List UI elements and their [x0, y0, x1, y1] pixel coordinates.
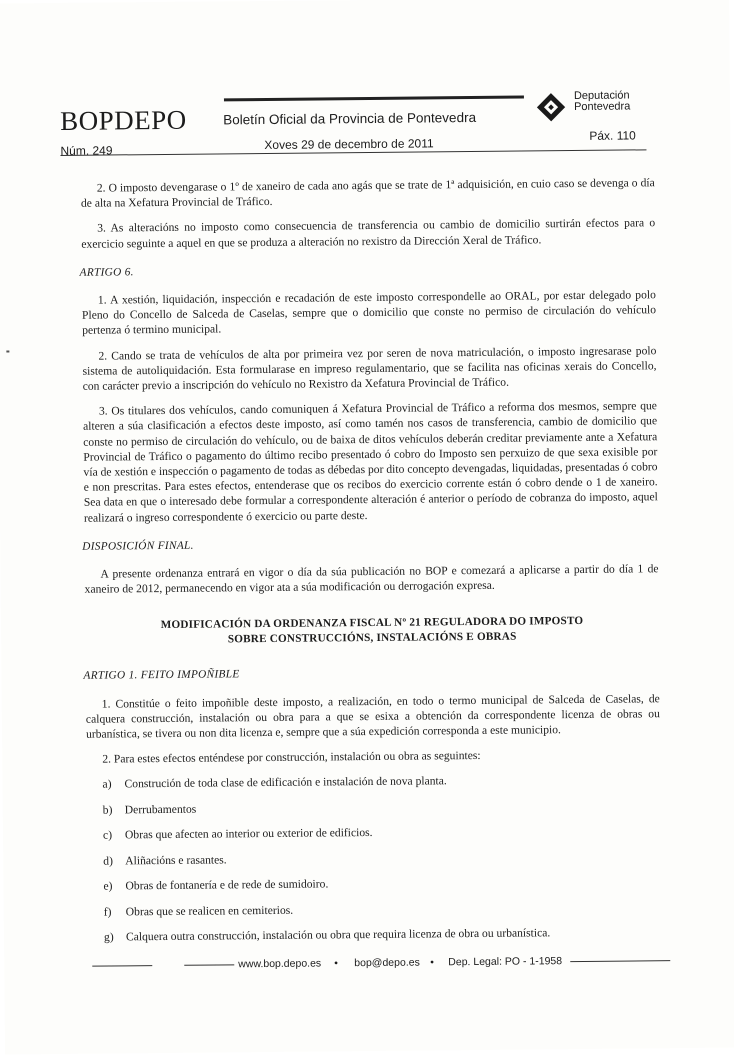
scan-mark	[6, 350, 9, 352]
list-item-text: Calquera outra construcción, instalación ou obra que requira licenza de obra ou urbanística.	[125, 926, 551, 944]
list-item-text: Construción de toda clase de edificación e instalación de nova planta.	[124, 774, 447, 791]
issuer-line-2: Pontevedra	[573, 100, 631, 114]
publication-name: Boletín Oficial da Provincia de Pontevedra	[223, 109, 477, 128]
title-line-2: SOBRE CONSTRUCCIÓNS, INSTALACIÓNS E OBRAS	[227, 631, 517, 646]
issue-number: Núm. 249	[60, 143, 113, 158]
document-body	[81, 175, 662, 955]
section-heading: DISPOSICIÓN FINAL.	[82, 539, 194, 553]
paragraph: 1. Constitúe o feito impoñible deste imposto, a realización, en todo o termo municipal de Salceda de Caselas, de calquera construcción, instalación ou obra para a que se esixa a obtención da correspondente licenza de obras ou urbanística, se tivera ou non dita licenza e, sempre que a súa expedición corresponda a este municipio.	[85, 691, 660, 741]
list-marker: a)	[102, 777, 112, 792]
list-item	[103, 848, 661, 869]
paragraph: 3. Os titulares dos vehículos, cando comuniquen á Xefatura Provincial de Tráfico a reforma dos mesmos, sempre que alteren a súa clasificación a efectos deste imposto, así como tamén nos casos de transferencia, cambio de domicilio que conste no permiso de circulación do vehículo, ou de baixa de ditos vehículos deberán creditar previamente ante a Xefatura Provincial de Tráfico o pagamento do último recibo presentado ó cobro do Imposto sen perxuizo de que sexa exisible por vía de xestión e inspección o pagamento de todas as débedas por dito concepto devengadas, liquidadas, presentadas ó cobro e non prescritas. Para estes efectos, entenderase que os recibos do exercicio corrente están ó cobro dende o 1 de xaneiro. Sea data en que o interesado debe formular a correspondente alteración é anterior o período de cobranza do imposto, aquel realizará o ingreso correspondente ó exercicio ou parte deste.	[83, 399, 658, 525]
legal-deposit: Dep. Legal: PO - 1-1958	[448, 955, 563, 969]
list-item-text: Derrubamentos	[124, 802, 197, 817]
title-line-1: MODIFICACIÓN DA ORDENANZA FISCAL Nº 21 REGULADORA DO IMPOSTO	[160, 615, 584, 632]
footer-bullet: •	[430, 956, 434, 969]
section-heading: ARTIGO 1. FEITO IMPOÑIBLE	[83, 668, 240, 683]
section-heading: ARTIGO 6.	[79, 266, 134, 279]
list-marker: g)	[103, 930, 114, 945]
deputacion-emblem-icon	[534, 90, 568, 124]
issuer-line-1: Deputación	[573, 89, 630, 103]
list-item	[102, 772, 660, 793]
ordinance-title	[115, 614, 629, 649]
list-marker: e)	[103, 879, 113, 894]
footer-email-link[interactable]: bop@depo.es	[354, 956, 420, 970]
footer-rule	[570, 960, 670, 962]
issuer-name	[574, 90, 630, 113]
page-number: Páx. 110	[589, 128, 636, 143]
footer-website-link[interactable]: www.bop.depo.es	[238, 957, 322, 971]
list-item	[103, 874, 661, 895]
list-marker: b)	[102, 803, 113, 817]
list-item-text: Obras de fontanería e de rede de sumidoiro.	[125, 877, 329, 893]
paragraph: 1. A xestión, liquidación, inspección e recadación de este imposto correspondelle ao ORAL, por estar delegado polo Pleno do Concello de Salceda de Caselas, sempre que o domicilio que conste no permiso de circulación do vehículo pertenza ó termino municipal.	[81, 288, 657, 338]
footer-bullet: •	[334, 957, 338, 970]
list-marker: d)	[103, 854, 113, 868]
footer-rule	[92, 965, 152, 967]
paragraph: 2. Cando se trata de vehículos de alta por primeira vez por seren de nova matriculación, o imposto ingresarase polo sistema de autoliquidación. Esta formularase en impreso regulamentario, que se facilita nas oficinas xerais do Concello, con carácter previo a inscripción do vehículo no Rexistro da Xefatura Provincial de Tráfico.	[82, 343, 657, 393]
footer-rule	[184, 964, 234, 965]
list-item	[103, 823, 661, 844]
bopdepo-logo: BOPDEPO	[60, 104, 187, 136]
paragraph: 2. O imposto devengarase o 1º de xaneiro de cada ano agás que se trate de 1ª adquisición, en cuio caso se devenga o día de alta na Xefatura Provincial de Tráfico.	[80, 176, 655, 210]
list-marker: f)	[103, 905, 112, 919]
list-item-text: Obras que afecten ao interior ou exterior de edificios.	[124, 826, 373, 842]
list-item	[104, 899, 662, 920]
list-item	[104, 925, 662, 946]
page-footer	[92, 954, 670, 976]
header-top-rule	[224, 96, 524, 102]
paragraph: 3. As alteracións no imposto como consecuencia de transferencia ou cambio de domicilio surtirán efectos para o exercicio seguinte a aquel en que se produza a alteración no rexistro da Dirección Xeral de Tráfico.	[81, 216, 656, 251]
issue-date: Xoves 29 de decembro de 2011	[264, 136, 434, 152]
list-item-text: Obras que se realicen en cemiterios.	[125, 903, 294, 919]
paragraph: A presente ordenanza entrará en vigor o día da súa publicación no BOP e comezará a aplicarse a partir do día 1 de xaneiro de 2012, permanecendo en vigor ata a súa modificación ou derrogación expresa.	[84, 562, 659, 597]
works-list	[102, 772, 662, 946]
list-item	[103, 797, 661, 818]
list-marker: c)	[102, 828, 113, 843]
paragraph: 2. Para estes efectos enténdese por construcción, instalación ou obra as seguintes:	[102, 749, 481, 766]
list-item-text: Aliñacións e rasantes.	[125, 853, 227, 868]
